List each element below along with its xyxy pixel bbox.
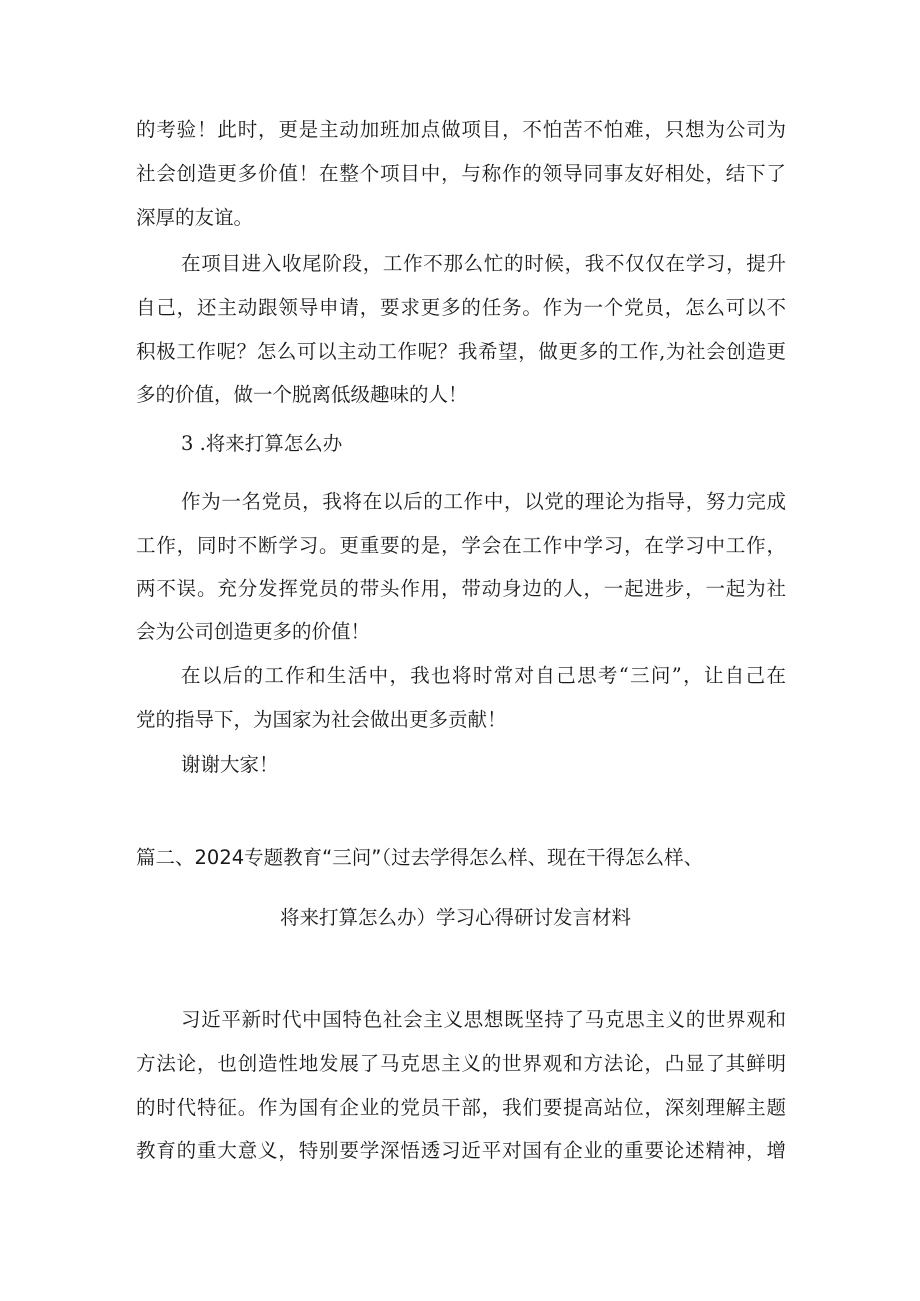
article-title-line-1: 篇二、2024专题教育“三问”（过去学得怎么样、现在干得怎么样、 <box>136 846 704 869</box>
paragraph-line: 在项目进入收尾阶段，工作不那么忙的时候，我不仅仅在学习，提升 <box>181 252 786 275</box>
paragraph-line: 积极工作呢？怎么可以主动工作呢？我希望，做更多的工作,为社会创造更 <box>136 340 786 363</box>
paragraph-line: 工作，同时不断学习。更重要的是，学会在工作中学习，在学习中工作， <box>136 534 786 557</box>
paragraph-line: 在以后的工作和生活中，我也将时常对自己思考“三问”，让自己在 <box>181 664 786 687</box>
paragraph-line: 多的价值，做一个脱离低级趣味的人！ <box>136 383 468 406</box>
section-heading: 3 .将来打算怎么办 <box>181 432 343 455</box>
paragraph-line: 社会创造更多价值！在整个项目中，与称作的领导同事友好相处，结下了 <box>136 162 786 185</box>
paragraph-line: 自己，还主动跟领导申请，要求更多的任务。作为一个党员，怎么可以不 <box>136 296 786 319</box>
paragraph-line: 会为公司创造更多的价值！ <box>136 620 371 643</box>
paragraph-line: 教育的重大意义，特别要学深悟透习近平对国有企业的重要论述精神，增 <box>136 1139 786 1162</box>
paragraph-line: 作为一名党员，我将在以后的工作中，以党的理论为指导，努力完成 <box>181 490 786 513</box>
paragraph-line: 的考验！此时，更是主动加班加点做项目，不怕苦不怕难，只想为公司为 <box>136 118 786 141</box>
paragraph-line: 党的指导下，为国家为社会做出更多贡献！ <box>136 708 507 731</box>
closing-thanks: 谢谢大家！ <box>181 753 279 776</box>
article-title-line-2: 将来打算怎么办）学习心得研讨发言材料 <box>280 906 632 929</box>
paragraph-line: 习近平新时代中国特色社会主义思想既坚持了马克思主义的世界观和 <box>181 1008 786 1031</box>
paragraph-line: 深厚的友谊。 <box>136 206 254 229</box>
paragraph-line: 两不误。充分发挥党员的带头作用，带动身边的人，一起进步，一起为社 <box>136 577 786 600</box>
paragraph-line: 方法论，也创造性地发展了马克思主义的世界观和方法论，凸显了其鲜明 <box>136 1052 786 1075</box>
paragraph-line: 的时代特征。作为国有企业的党员干部，我们要提高站位，深刻理解主题 <box>136 1096 786 1119</box>
